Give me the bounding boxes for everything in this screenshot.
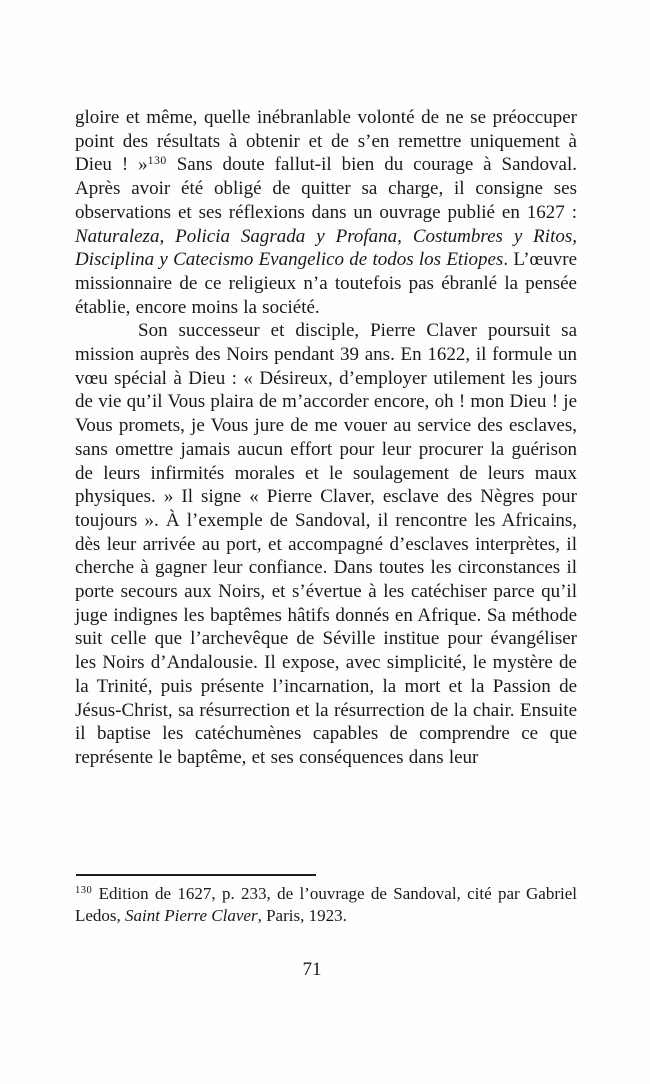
italic-text-segment: Naturaleza, Policia Sagrada y Profana, Costumbres y Ritos, Disciplina y Catecismo Evangelico de todos los Etiopes: [75, 225, 577, 271]
plain-text-segment: Son successeur et disciple, Pierre Claver poursuit sa mission auprès des Noirs pendant 39 ans. En 1622, il formule un vœu spécial à Dieu : « Désireux, d’employer utilement les jours de vie qu’il Vous plaira de m’accorder encore, oh ! mon Dieu ! je Vous promets, je Vous jure de me vouer au service des esclaves, sans omettre jamais aucun effort pour leur procurer la guérison de leurs infirmités morales et le soulagement de leurs maux physiques. » Il signe « Pierre Claver, esclave des Nègres pour toujours ». À l’exemple de Sandoval, il rencontre les Africains, dès leur arrivée au port, et accompagné d’esclaves interprètes, il cherche à gagner leur confiance. Dans toutes les circonstances il porte secours aux Noirs, et s’évertue à les catéchiser parce qu’il juge indignes les baptêmes hâtifs donnés en Afrique. Sa méthode suit celle que l’archevêque de Séville institue pour évangéliser les Noirs d’Andalousie. Il expose, avec simplicité, le mystère de la Trinité, puis présente l’incarnation, la mort et la Passion de Jésus-Christ, sa résurrection et la résurrection de la chair. Ensuite il baptise les catéchumènes capables de comprendre ce que représente le baptême, et ses conséquences dans leur: [75, 320, 577, 768]
italic-text-segment: Saint Pierre Claver: [125, 905, 258, 925]
plain-text-segment: Sans doute fallut-il bien du courage à Sandoval. Après avoir été obligé de quitter sa charge, il consigne ses observations et ses réflexions dans un ouvrage publié en 1627 :: [75, 154, 578, 223]
plain-text-segment: , Paris, 1923.: [257, 905, 347, 925]
body-text: [75, 106, 577, 770]
superscript-text-segment: 130: [147, 153, 167, 167]
footnote-text: [75, 883, 577, 926]
page-number: 71: [302, 959, 322, 980]
plain-text-segment: gloire et même, quelle inébranlable volonté de ne se préoccuper point des résultats à obtenir et de s’en remettre uniquement à Dieu ! »: [75, 107, 577, 176]
footnote-separator-rule: [76, 874, 316, 876]
body-paragraph-claver: [75, 319, 577, 769]
plain-text-segment: . L’œuvre missionnaire de ce religieux n’a toutefois pas ébranlé la pensée établie, encore moins la société.: [75, 249, 578, 318]
plain-text-segment: Edition de 1627, p. 233, de l’ouvrage de Sandoval, cité par Gabriel Ledos,: [75, 884, 577, 925]
superscript-text-segment: 130: [75, 885, 93, 897]
body-paragraph-continuation: [75, 106, 577, 319]
